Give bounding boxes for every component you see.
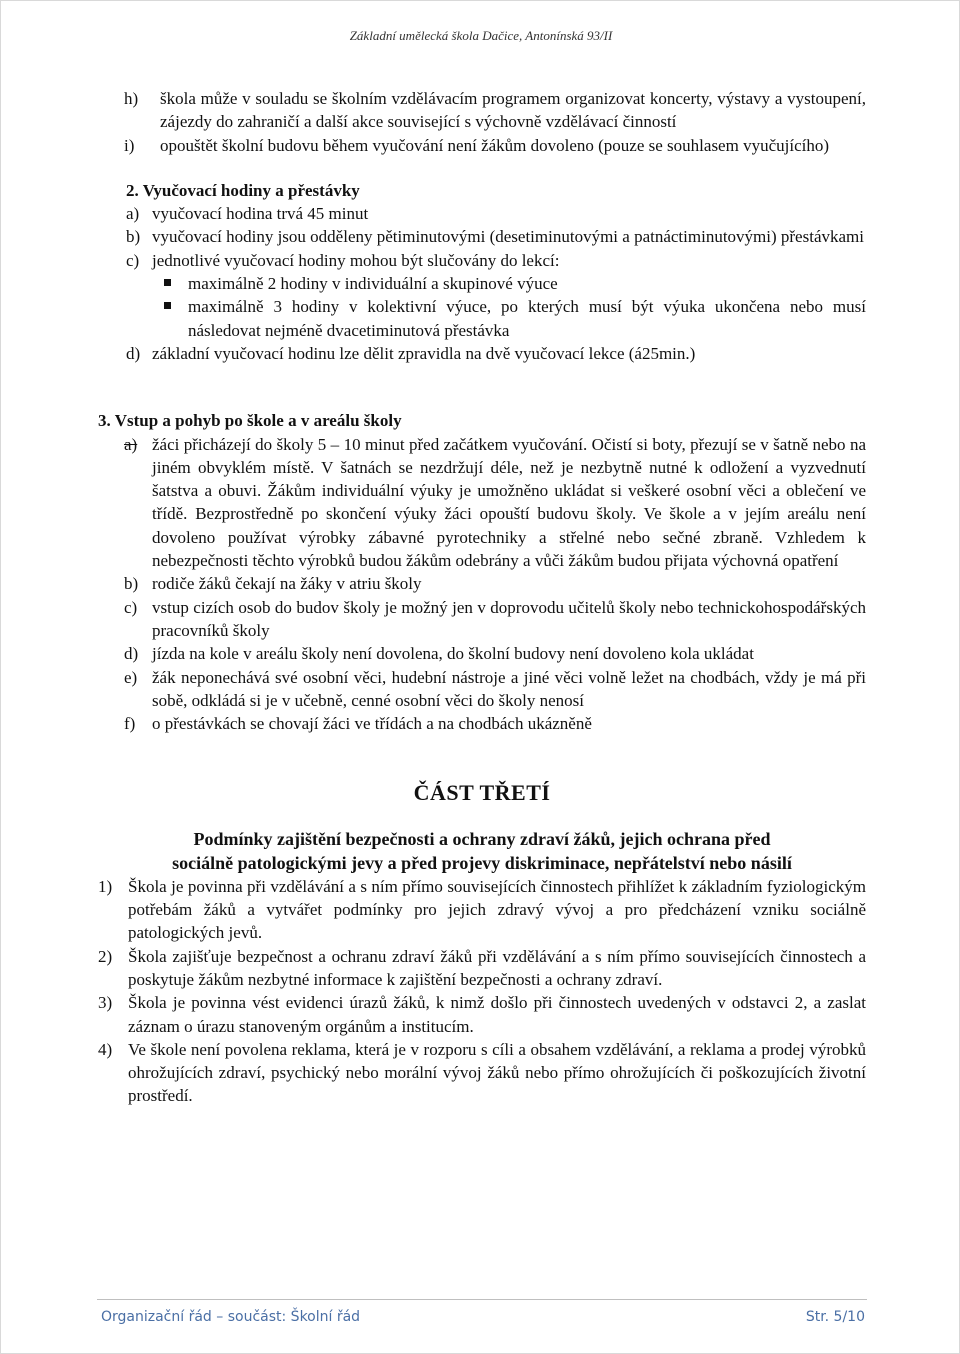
item-label: c) xyxy=(124,597,138,617)
item-label: d) xyxy=(126,343,141,363)
item-label: b) xyxy=(126,227,141,247)
list-item xyxy=(98,225,866,248)
list-item xyxy=(98,712,866,735)
item-label: 4) xyxy=(98,1039,113,1059)
item-label: a) xyxy=(124,434,138,454)
numbered-item xyxy=(98,945,866,992)
item-text: základní vyučovací hodinu lze dělit zpravidla na dvě vyučovací lekce (á25min.) xyxy=(152,343,696,363)
part-subtitle: sociálně patologickými jevy a před projevy diskriminace, nepřátelství nebo násilí xyxy=(172,852,792,873)
item-text: vstup cizích osob do budov školy je možný jen v doprovodu učitelů školy nebo technickohospodářských pracovníků školy xyxy=(152,597,866,640)
item-label: a) xyxy=(126,204,140,224)
numbered-item xyxy=(98,875,866,945)
item-label: e) xyxy=(124,667,138,687)
section-heading: 3. Vstup a pohyb po škole a v areálu školy xyxy=(98,411,402,431)
section-heading: 2. Vyučovací hodiny a přestávky xyxy=(126,180,360,200)
item-label: 1) xyxy=(98,876,113,896)
part-subtitle: Podmínky zajištění bezpečnosti a ochrany zdraví žáků, jejich ochrana před xyxy=(193,828,771,849)
item-text: Škola je povinna vést evidenci úrazů žáků, k nimž došlo při činnostech uvedených v odstavci 2, a zaslat záznam o úrazu stanoveným orgánům a institucím. xyxy=(128,993,866,1036)
item-label: b) xyxy=(124,574,139,594)
page-header: Základní umělecká škola Dačice, Antonínská 93/II xyxy=(349,28,613,43)
list-item xyxy=(98,342,866,365)
page-number: Str. 5/10 xyxy=(805,1309,865,1325)
page-footer xyxy=(101,1309,865,1325)
page-content xyxy=(98,87,866,1108)
square-bullet-icon xyxy=(164,295,188,342)
item-text: rodiče žáků čekají na žáky v atriu školy xyxy=(152,574,422,594)
part-title: ČÁST TŘETÍ xyxy=(413,780,551,806)
item-text: Škola je povinna při vzdělávání a s ním přímo souvisejících činnostech přihlížet k základním fyziologickým potřebám žáků a vytvářet podmínky pro jejich zdravý vývoj a pro předcházení vzniku sociálně patologických jevů. xyxy=(128,876,866,943)
item-label: d) xyxy=(124,644,139,664)
item-label: 3) xyxy=(98,993,113,1013)
item-label: f) xyxy=(124,714,136,734)
item-text: jízda na kole v areálu školy není dovolena, do školní budovy není dovoleno kola ukládat xyxy=(152,644,754,664)
square-bullet-icon xyxy=(164,272,188,295)
list-item xyxy=(98,134,866,157)
list-item xyxy=(98,202,866,225)
list-item xyxy=(98,666,866,713)
item-label: c) xyxy=(126,250,140,270)
bullet-item xyxy=(98,272,866,295)
bullet-item xyxy=(98,295,866,342)
numbered-item xyxy=(98,1038,866,1108)
item-text: vyučovací hodina trvá 45 minut xyxy=(152,204,369,224)
bullet-text: maximálně 2 hodiny v individuální a skupinové výuce xyxy=(188,274,558,294)
item-text: o přestávkách se chovají žáci ve třídách a na chodbách ukázněně xyxy=(152,714,592,734)
item-text: škola může v souladu se školním vzdělávacím programem organizovat koncerty, výstavy a vystoupení, zájezdy do zahraničí a další akce související s výchovně vzdělávací činností xyxy=(160,89,866,132)
item-text: opouštět školní budovu během vyučování není žákům dovoleno (pouze se souhlasem vyučujícího) xyxy=(160,135,830,155)
list-item xyxy=(98,642,866,665)
footer-divider xyxy=(97,1299,867,1300)
footer-title: Organizační řád – součást: Školní řád xyxy=(101,1309,361,1325)
list-item xyxy=(98,572,866,595)
item-label: 2) xyxy=(98,946,113,966)
item-text: vyučovací hodiny jsou odděleny pětiminutovými (desetiminutovými a patnáctiminutovými) přestávkami xyxy=(152,227,864,247)
item-text: jednotlivé vyučovací hodiny mohou být slučovány do lekcí: xyxy=(152,250,560,270)
list-item xyxy=(98,87,866,134)
item-label: h) xyxy=(124,89,139,108)
item-text: Ve škole není povolena reklama, která je v rozporu s cíli a obsahem vzdělávání, a reklama a prodej výrobků ohrožujících zdraví, psychický nebo morální vývoj žáků nebo přímo ohrožujících či poškozujících životní prostředí. xyxy=(128,1039,866,1106)
item-text: Škola zajišťuje bezpečnost a ochranu zdraví žáků při vzdělávání a s ním přímo souvisejících činnostech a poskytuje žákům nezbytné informace k zajištění bezpečnosti a ochrany zdraví. xyxy=(128,946,866,989)
list-item xyxy=(98,433,866,573)
item-label: i) xyxy=(124,135,135,155)
bullet-text: maximálně 3 hodiny v kolektivní výuce, po kterých musí být výuka ukončena nebo musí následovat nejméně dvacetiminutová přestávka xyxy=(188,297,866,340)
list-item xyxy=(98,596,866,643)
numbered-item xyxy=(98,991,866,1038)
item-text: žák neponechává své osobní věci, hudební nástroje a jiné věci volně ležet na chodbách, vždy je má při sobě, odkládá si je v učebně, cenné osobní věci do školy nenosí xyxy=(152,667,866,710)
list-item xyxy=(98,249,866,272)
item-text: žáci přicházejí do školy 5 – 10 minut před začátkem vyučování. Očistí si boty, přezují se v šatně nebo na jiném obvyklém místě. V šatnách se nezdržují déle, než je nezbytně nutné k odložení a vyzvednutí šatstva a obuvi. Žákům individuální výuky je umožněno ukládat si veškeré osobní věci a oblečení ve třídě. Bezprostředně po skončení výuky žáci opouští budovu školy. Ve škole a v jejím areálu není dovoleno používat výrobky zábavné pyrotechniky a střelné nebo sečné zbraně. Vzhledem k nebezpečnosti těchto výrobků budou žákům odebrány a vůči žákům budou přijata výchovná opatření xyxy=(152,434,866,571)
